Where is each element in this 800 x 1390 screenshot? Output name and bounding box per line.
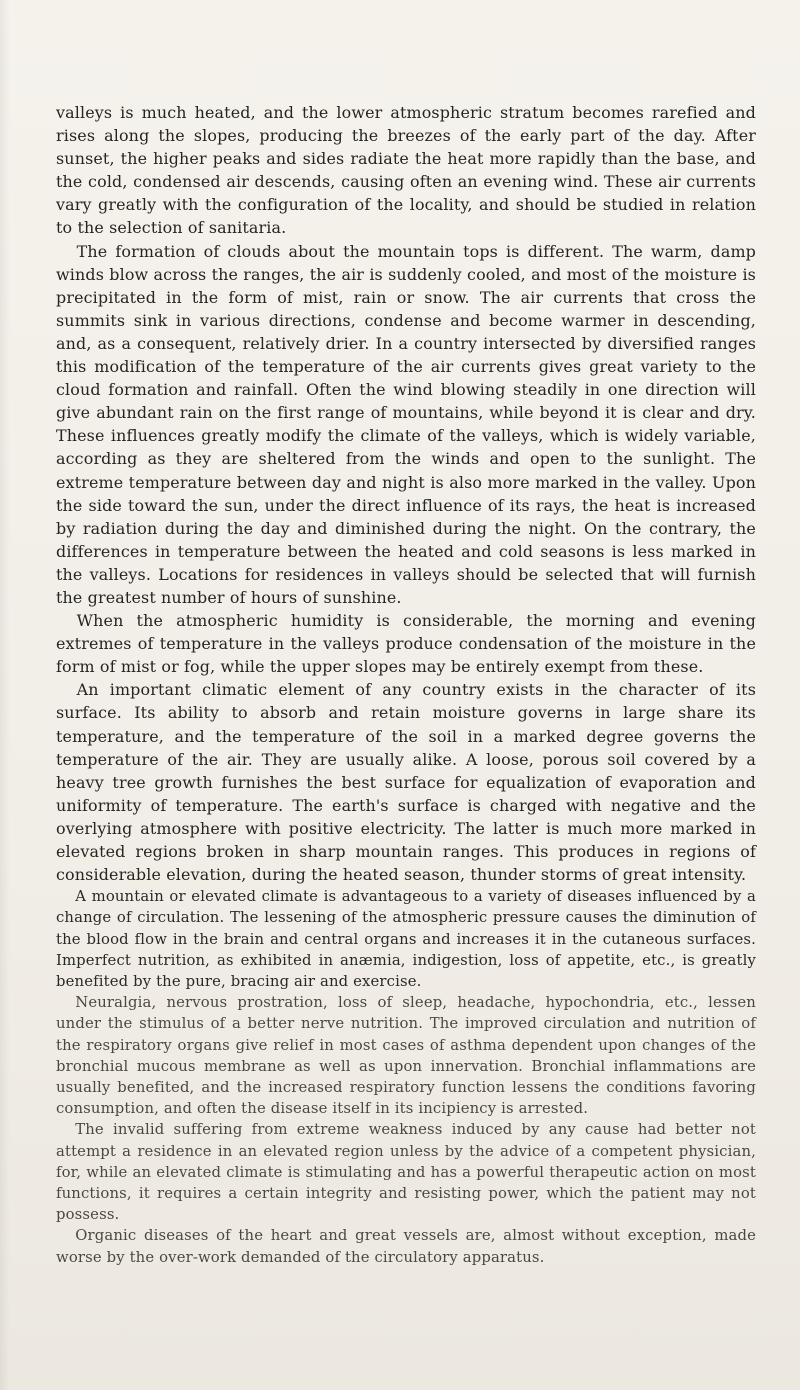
page-binding-shadow: [0, 0, 10, 1390]
paragraph-neuralgia: Neuralgia, nervous prostration, loss of sleep, headache, hypochondria, etc., lessen under the stimulus of a better nerve nutrition. The improved circulation and nutrition of the respiratory organs give relief in most cases of asthma dependent upon changes of the bronchial mucous membrane as well as upon innervation. Bronchial inflammations are usually benefited, and the increased respiratory function lessens the conditions favoring consumption, and often the disease itself in its incipiency is arrested.: [56, 994, 756, 1118]
paragraph-humidity: When the atmospheric humidity is considerable, the morning and evening extremes of temperature in the valleys produce condensation of the moisture in the form of mist or fog, while the upper slopes may be entirely exempt from these.: [56, 611, 756, 677]
paragraph-valley-breezes: valleys is much heated, and the lower atmospheric stratum becomes rarefied and rises along the slopes, producing the breezes of the early part of the day. After sunset, the higher peaks and sides radiate the heat more rapidly than the base, and the cold, condensed air descends, causing often an evening wind. These air currents vary greatly with the configuration of the locality, and should be studied in relation to the selection of sanitaria.: [56, 103, 756, 238]
paragraph-circulation: A mountain or elevated climate is advantageous to a variety of diseases influenced by a change of circulation. The lessening of the atmospheric pressure causes the diminution of the blood flow in the brain and central organs and increases it in the cutaneous surfaces. Imperfect nutrition, as exhibited in anæmia, indigestion, loss of appetite, etc., is greatly benefited by the pure, bracing air and exercise.: [56, 888, 756, 990]
paragraph-invalid: The invalid suffering from extreme weakness induced by any cause had better not attempt a residence in an elevated region unless by the advice of a competent physician, for, while an elevated climate is stimulating and has a powerful therapeutic action on most functions, it requires a certain integrity and resisting power, which the patient may not possess.: [56, 1121, 756, 1224]
paragraph-cloud-formation: The formation of clouds about the mountain tops is different. The warm, damp winds blow across the ranges, the air is suddenly cooled, and most of the moisture is precipitated in the form of mist, rain or snow. The air currents that cross the summits sink in various directions, condense and become warmer in descending, and, as a consequent, relatively drier. In a country intersected by diversified ranges this modification of the temperature of the air currents gives great variety to the cloud formation and rainfall. Often the wind blowing steadily in one direction will give abundant rain on the first range of mountains, while beyond it is clear and dry. These influences greatly modify the climate of the valleys, which is widely variable, according as they are sheltered from the winds and open to the sunlight. The extreme temperature between day and night is also more marked in the valley. Upon the side toward the sun, under the direct influence of its rays, the heat is increased by radiation during the day and diminished during the night. On the contrary, the differences in temperature between the heated and cold seasons is less marked in the valleys. Locations for residences in valleys should be selected that will furnish the greatest number of hours of sunshine.: [56, 241, 756, 607]
paragraph-organic-diseases: Organic diseases of the heart and great vessels are, almost without exception, made worse by the over-work demanded of the circulatory apparatus.: [56, 1227, 756, 1266]
body-text: [56, 101, 756, 1268]
paragraph-surface: An important climatic element of any country exists in the character of its surface. Its ability to absorb and retain moisture governs in large share its temperature, and the temperature of the soil in a marked degree governs the temperature of the air. They are usually alike. A loose, porous soil covered by a heavy tree growth furnishes the best surface for equalization of evaporation and uniformity of temperature. The earth's surface is charged with negative and the overlying atmosphere with positive electricity. The latter is much more marked in elevated regions broken in sharp mountain ranges. This produces in regions of considerable elevation, during the heated season, thunder storms of great intensity.: [56, 680, 756, 885]
